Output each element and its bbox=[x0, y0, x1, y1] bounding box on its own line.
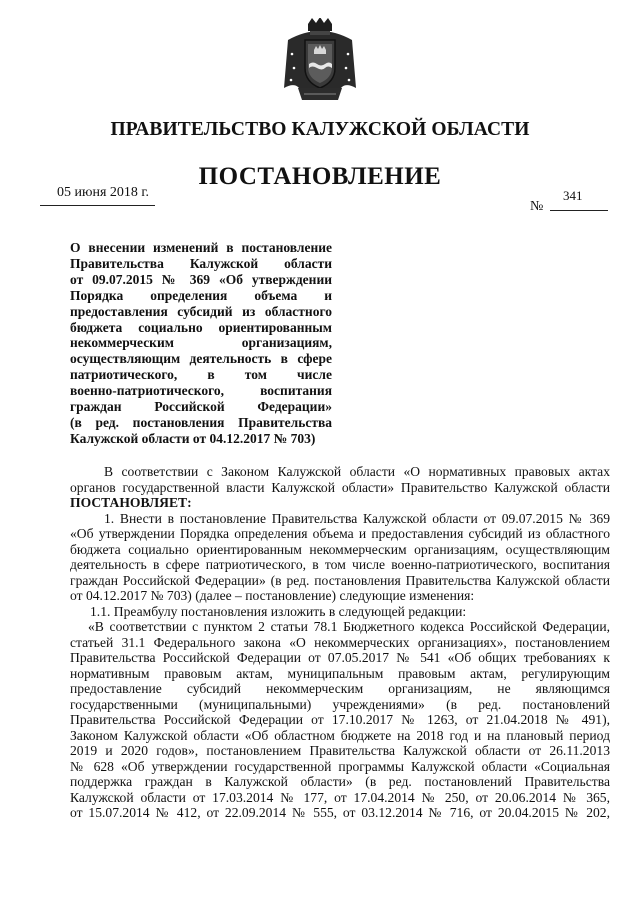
subject-line: патриотического, в том числе bbox=[70, 367, 332, 383]
subject-line: осуществляющим деятельность в сфере bbox=[70, 351, 332, 367]
subject-line: (в ред. постановления Правительства bbox=[70, 414, 332, 430]
body-line: Калужской области от 17.03.2014 № 177, от 17.04.2014 № 250, от 20.06.2014 № 365, bbox=[70, 789, 610, 805]
document-date: 05 июня 2018 г. bbox=[57, 185, 150, 200]
subject-line: Порядка определения объема и bbox=[70, 287, 332, 303]
document-type-heading: ПОСТАНОВЛЕНИЕ bbox=[198, 163, 442, 190]
body-line: Правительства Российской Федерации от 17.10.2017 № 1263, от 21.04.2018 № 491), bbox=[70, 712, 610, 727]
body-line: граждан Российской Федерации» (в ред. постановления Правительства Калужской области bbox=[70, 572, 610, 588]
body-line: от 04.12.2017 № 703) (далее – постановление) следующие изменения: bbox=[70, 588, 475, 603]
date-underline bbox=[40, 205, 155, 206]
body-line: государственными (муниципальными) учреждениями» (в ред. постановлений bbox=[70, 696, 610, 712]
subject-line: Правительства Калужской области bbox=[70, 255, 332, 271]
government-title: ПРАВИТЕЛЬСТВО КАЛУЖСКОЙ ОБЛАСТИ bbox=[110, 119, 530, 140]
subject-line: военно-патриотического, воспитания bbox=[70, 383, 332, 399]
body-line: статьей 31.1 Федерального закона «О некоммерческих организациях», постановлением bbox=[70, 634, 610, 650]
subject-line: бюджета социально ориентированным bbox=[70, 319, 332, 335]
document-subject bbox=[70, 240, 332, 447]
body-line: В соответствии с Законом Калужской области «О нормативных правовых актах bbox=[104, 464, 610, 479]
subject-line: от 09.07.2015 № 369 «Об утверждении bbox=[70, 271, 332, 287]
document-number-label: № bbox=[530, 199, 544, 214]
subject-line: граждан Российской Федерации» bbox=[70, 399, 332, 415]
kaluga-coat-of-arms-emblem bbox=[282, 18, 358, 104]
body-line: Законом Калужской области «Об областном бюджете на 2018 год и на плановый период bbox=[70, 727, 610, 743]
body-line: 1.1. Преамбулу постановления изложить в следующей редакции: bbox=[90, 603, 467, 619]
body-line: органов государственной власти Калужской области» Правительство Калужской области bbox=[70, 479, 610, 495]
body-line: 1. Внести в постановление Правительства Калужской области от 09.07.2015 № 369 bbox=[104, 510, 610, 526]
body-line: Правительства Российской Федерации от 07.05.2017 № 541 «Об общих требованиях к bbox=[70, 650, 610, 665]
body-line: «В соответствии с пунктом 2 статьи 78.1 Бюджетного кодекса Российской Федерации, bbox=[88, 619, 610, 634]
body-line: от 15.07.2014 № 412, от 22.09.2014 № 555, от 03.12.2014 № 716, от 20.04.2015 № 202, bbox=[70, 805, 610, 820]
body-line: поддержка граждан в Калужской области» (в ред. постановлений Правительства bbox=[70, 774, 610, 789]
document-number: 341 bbox=[563, 188, 583, 203]
subject-line: некоммерческим организациям, bbox=[70, 335, 332, 351]
body-line: нормативным правовым актам, муниципальным правовым актам, регулирующим bbox=[70, 665, 610, 681]
subject-line: Калужской области от 04.12.2017 № 703) bbox=[70, 430, 316, 446]
document-body bbox=[70, 464, 610, 821]
body-line: предоставление субсидий некоммерческим организациям, не являющимся bbox=[70, 681, 610, 696]
number-underline bbox=[550, 210, 608, 211]
body-line: 2019 и 2020 годов», постановлением Правительства Калужской области от 26.11.2013 bbox=[70, 743, 610, 758]
subject-line: О внесении изменений в постановление bbox=[70, 240, 332, 255]
body-line: «Об утверждении Порядка определения объема и предоставления субсидий из областного bbox=[70, 526, 610, 541]
resolution-keyword: ПОСТАНОВЛЯЕТ: bbox=[70, 495, 192, 510]
body-line: бюджета социально ориентированным некоммерческим организациям, осуществляющим bbox=[70, 541, 610, 557]
subject-line: предоставления субсидий из областного bbox=[70, 303, 332, 319]
body-line: деятельность в сфере патриотического, в том числе военно-патриотического, воспитания bbox=[70, 557, 610, 572]
body-line: № 628 «Об утверждении государственной программы Калужской области «Социальная bbox=[70, 758, 610, 774]
